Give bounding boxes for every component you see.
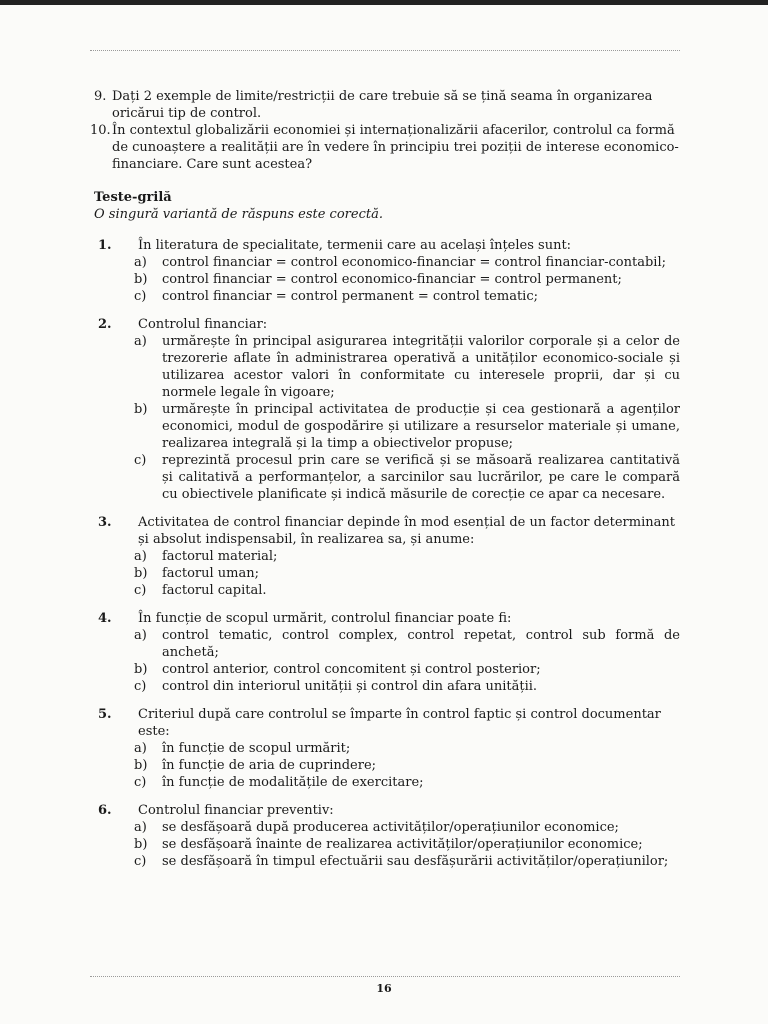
section-subtitle: O singură variantă de răspuns este corectă. <box>94 207 383 222</box>
question-text: În contextul globalizării economiei și internaționalizării afacerilor, controlul ca formă de cunoaștere a realității are în vedere în principiu trei poziții de interese economico-financiare. Care sunt acestea? <box>112 123 679 172</box>
mc-question-text: În funcție de scopul urmărit, controlul financiar poate fi: <box>138 611 512 626</box>
mc-question-head <box>94 802 680 819</box>
option-letter: c) <box>134 289 147 304</box>
mc-question-number: 5. <box>98 707 112 722</box>
option-text: factorul capital. <box>162 583 267 598</box>
answer-option <box>134 836 680 853</box>
mc-question-head <box>94 706 680 740</box>
answer-option <box>134 333 680 401</box>
question-number: 10. <box>90 123 111 138</box>
mc-question-number: 4. <box>98 611 112 626</box>
mc-question-text: Activitatea de control financiar depinde în mod esențial de un factor determinant și absolut indispensabil, în realizarea sa, și anume: <box>138 515 675 547</box>
option-text: factorul uman; <box>162 566 259 581</box>
page-number: 16 <box>376 982 392 995</box>
mc-question <box>94 237 680 305</box>
option-text: în funcție de scopul urmărit; <box>162 741 351 756</box>
option-text: control financiar = control permanent = control tematic; <box>162 289 538 304</box>
answer-option <box>134 678 680 695</box>
option-letter: c) <box>134 453 147 468</box>
open-question <box>90 122 680 173</box>
option-letter: a) <box>134 820 147 835</box>
mc-question-text: În literatura de specialitate, termenii care au același înțeles sunt: <box>138 238 572 253</box>
mc-question <box>94 514 680 599</box>
answer-option <box>134 661 680 678</box>
answer-option <box>134 819 680 836</box>
answer-option <box>134 853 680 870</box>
option-text: control financiar = control economico-financiar = control financiar-contabil; <box>162 255 666 270</box>
option-text: în funcție de aria de cuprindere; <box>162 758 377 773</box>
option-text: se desfășoară înainte de realizarea activităților/operațiunilor economice; <box>162 837 643 852</box>
header-rule <box>90 50 680 51</box>
option-letter: a) <box>134 628 147 643</box>
question-number: 9. <box>94 89 107 104</box>
multiple-choice-list <box>94 237 680 870</box>
mc-question-text: Criteriul după care controlul se împarte în control faptic și control documentar este: <box>138 707 661 739</box>
answer-option <box>134 452 680 503</box>
option-letter: b) <box>134 566 148 581</box>
option-text: reprezintă procesul prin care se verifică și se măsoară realizarea cantitativă și calitativă a performanțelor, a sarcinilor sau lucrărilor, pe care le compară cu obiectivele planificate și indică măsurile de corecție ce apar ca necesare. <box>162 453 680 502</box>
option-letter: b) <box>134 272 148 287</box>
open-questions-list <box>90 88 680 173</box>
option-letter: a) <box>134 549 147 564</box>
option-letter: a) <box>134 741 147 756</box>
option-text: urmărește în principal asigurarea integrității valorilor corporale și a celor de trezorerie aflate în administrarea operativă a unităților economico-sociale și utilizarea acestor valori în conformitate cu interesele proprii, dar și cu normele legale în vigoare; <box>162 334 680 400</box>
answer-option <box>134 774 680 791</box>
answer-option <box>134 740 680 757</box>
option-text: control anterior, control concomitent și control posterior; <box>162 662 541 677</box>
mc-question <box>94 316 680 503</box>
top-edge-bar <box>0 0 768 5</box>
answer-option <box>134 271 680 288</box>
option-text: se desfășoară în timpul efectuării sau desfășurării activităților/operațiunilor; <box>162 854 669 869</box>
answer-options <box>94 254 680 305</box>
mc-question-head <box>94 316 680 333</box>
answer-options <box>94 819 680 870</box>
answer-options <box>94 333 680 503</box>
mc-question-head <box>94 514 680 548</box>
question-text: Dați 2 exemple de limite/restricții de care trebuie să se țină seama în organizarea oricărui tip de control. <box>112 89 653 121</box>
answer-option <box>134 757 680 774</box>
option-text: control tematic, control complex, control repetat, control sub formă de anchetă; <box>162 628 680 660</box>
answer-options <box>94 627 680 695</box>
option-letter: c) <box>134 854 147 869</box>
option-letter: b) <box>134 837 148 852</box>
footer-rule <box>90 976 680 977</box>
page-body <box>90 88 680 870</box>
option-letter: a) <box>134 334 147 349</box>
option-text: factorul material; <box>162 549 278 564</box>
option-text: în funcție de modalitățile de exercitare; <box>162 775 424 790</box>
option-letter: c) <box>134 775 147 790</box>
answer-option <box>134 401 680 452</box>
answer-option <box>134 565 680 582</box>
mc-question-number: 3. <box>98 515 112 530</box>
mc-question-number: 2. <box>98 317 112 332</box>
answer-option <box>134 582 680 599</box>
mc-question-text: Controlul financiar preventiv: <box>138 803 334 818</box>
answer-option <box>134 288 680 305</box>
option-text: control financiar = control economico-financiar = control permanent; <box>162 272 622 287</box>
answer-option <box>134 627 680 661</box>
answer-options <box>94 740 680 791</box>
mc-question-head <box>94 237 680 254</box>
option-letter: c) <box>134 583 147 598</box>
mc-question-number: 6. <box>98 803 112 818</box>
option-letter: b) <box>134 662 148 677</box>
mc-question-head <box>94 610 680 627</box>
answer-options <box>94 548 680 599</box>
option-letter: b) <box>134 402 148 417</box>
mc-question <box>94 802 680 870</box>
option-text: control din interiorul unității și control din afara unității. <box>162 679 538 694</box>
mc-question-number: 1. <box>98 238 112 253</box>
option-text: urmărește în principal activitatea de producție și cea gestionară a agenților economici, modul de gospodărire și utilizare a resurselor materiale și umane, realizarea integrală și la timp a obiectivelor propuse; <box>162 402 680 451</box>
option-text: se desfășoară după producerea activităților/operațiunilor economice; <box>162 820 619 835</box>
section-title: Teste-grilă <box>94 190 172 205</box>
answer-option <box>134 548 680 565</box>
open-question <box>94 88 680 122</box>
mc-question-text: Controlul financiar: <box>138 317 268 332</box>
option-letter: b) <box>134 758 148 773</box>
option-letter: c) <box>134 679 147 694</box>
answer-option <box>134 254 680 271</box>
option-letter: a) <box>134 255 147 270</box>
mc-question <box>94 610 680 695</box>
mc-question <box>94 706 680 791</box>
